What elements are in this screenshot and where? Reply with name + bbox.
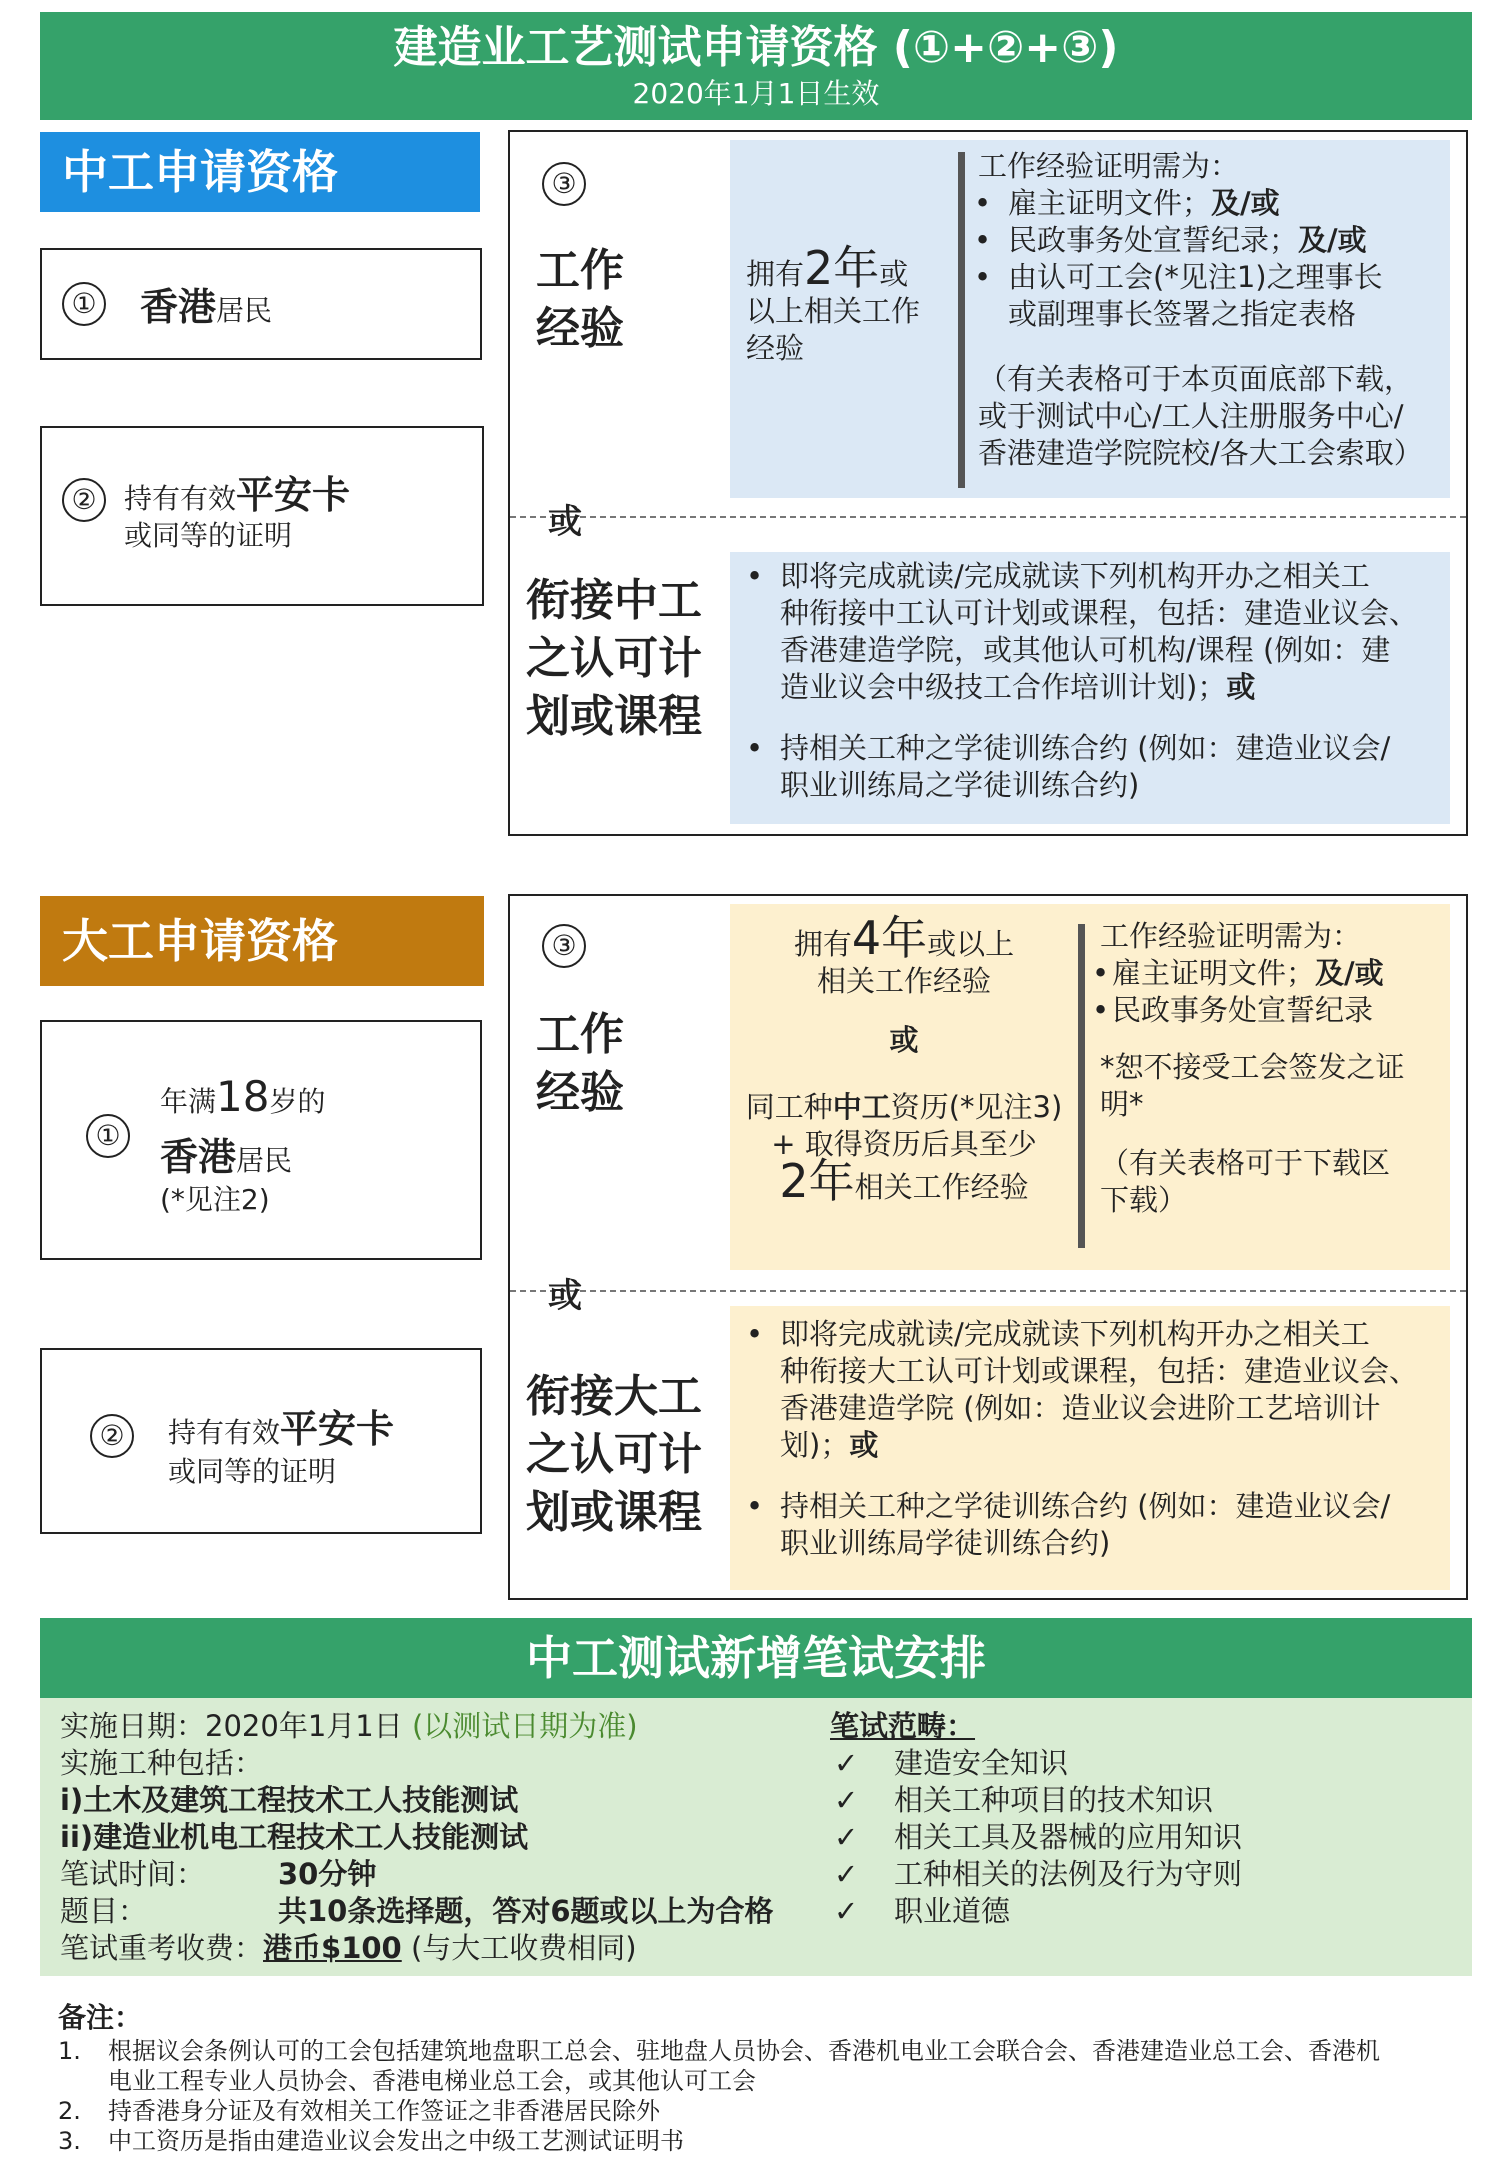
work-line: 相关工作经验: [816, 964, 991, 998]
work-experience-panel: 拥有4年或以上 相关工作经验 或 同工种中工资历(*见注3) + 取得资历后具至少 2年相关工作经验 工作经验证明需为： • 雇主证明文件；及/或 • 民政事务处宣誓纪录 *恕不接受工会签发之证 明* （有关表格可于下载区 下载）: [730, 904, 1450, 1270]
course-label-line: 衔接大工: [526, 1371, 702, 1422]
or-word: 或: [548, 502, 582, 542]
condition-number: ③: [542, 924, 586, 968]
intermediate-condition-1: [40, 248, 482, 360]
years-value: 2年: [804, 241, 880, 295]
work-label-line: 经验: [536, 303, 624, 354]
proof-item: • 民政事务处宣誓纪录: [1076, 992, 1448, 1029]
note-item: 1. 根据议会条例认可的工会包括建筑地盘职工总会、驻地盘人员协会、香港机电业工会联合会、香港建造业总工会、香港机 电业工程专业人员协会、香港电梯业总工会，或其他认可工会: [58, 2037, 1380, 2095]
course-label: [526, 1368, 702, 1542]
or-word: 或: [548, 1276, 582, 1316]
scope-item: ✓ 相关工具及器械的应用知识: [830, 1819, 1450, 1856]
proof-warn-line: 明*: [1100, 1087, 1144, 1121]
proof-title: 工作经验证明需为：: [978, 149, 1240, 183]
condition-number: ①: [86, 1114, 130, 1158]
page-header: [40, 12, 1472, 120]
condition-number: ③: [542, 162, 586, 206]
course-panel: [730, 1306, 1450, 1590]
years-value: 4年: [851, 911, 928, 965]
advanced-condition-2: [40, 1348, 482, 1534]
scope-item: ✓ 职业道德: [830, 1893, 1450, 1930]
hk-label: 香港: [160, 1135, 237, 1179]
resident-label: 居民: [236, 1144, 293, 1177]
proof-item: • 由认可工会(*见注1)之理事长 或副理事长签署之指定表格: [958, 259, 1448, 333]
proof-note-line: 下载）: [1100, 1183, 1188, 1217]
work-experience-panel: [730, 140, 1450, 498]
hold-valid-label: 持有有效: [168, 1416, 281, 1449]
trades-label: 实施工种包括：: [60, 1746, 264, 1780]
age-post: 岁的: [269, 1085, 326, 1118]
written-test-panel: [40, 1698, 1472, 1976]
work-label-line: 工作: [536, 1009, 624, 1060]
course-label-line: 划或课程: [526, 691, 702, 742]
scope-item: ✓ 相关工种项目的技术知识: [830, 1782, 1450, 1819]
proof-note-line: （有关表格可于下载区: [1100, 1146, 1391, 1180]
course-item: • 即将完成就读/完成就读下列机构开办之相关工 种衔接大工认可计划或课程，包括：建造业议会、 香港建造学院 (例如：造业议会进阶工艺培训计 划)；或: [730, 1316, 1450, 1464]
course-label-line: 之认可计: [526, 1429, 702, 1480]
intermediate-section-title: 中工申请资格: [40, 132, 480, 212]
hk-label: 香港: [140, 285, 217, 329]
proof-list: [1076, 955, 1448, 1029]
notes-section: [58, 2000, 1458, 2156]
advanced-section-title: 大工申请资格: [40, 896, 484, 986]
note-item: 2. 持香港身分证及有效相关工作签证之非香港居民除外: [58, 2097, 660, 2125]
scope-title: 笔试范畴：: [830, 1709, 976, 1743]
date-line: 实施日期：2020年1月1日 (以测试日期为准): [60, 1709, 638, 1743]
resident-label: 居民: [216, 294, 273, 327]
note-ref: (*见注2): [160, 1183, 270, 1216]
course-item: • 持相关工种之学徒训练合约 (例如：建造业议会/ 职业训练局学徒训练合约): [730, 1488, 1450, 1562]
proof-item: • 雇主证明文件；及/或: [1076, 955, 1448, 992]
course-label: [526, 572, 702, 746]
proof-list: [958, 185, 1448, 333]
intermediate-condition-3: [508, 130, 1468, 836]
green-card-label: 平安卡: [280, 1407, 395, 1451]
condition-number: ①: [62, 282, 106, 326]
course-panel: [730, 552, 1450, 824]
or-divider: [510, 516, 1466, 518]
course-list: [730, 1316, 1450, 1562]
fee-line: 笔试重考收费：港币$100 (与大工收费相同): [60, 1931, 637, 1965]
work-line: 以上相关工作: [746, 294, 921, 328]
years-value: 2年: [779, 1154, 855, 1208]
work-experience-label: [536, 242, 624, 358]
work-line: 经验: [746, 331, 805, 365]
intermediate-condition-2: [40, 426, 484, 606]
work-label-line: 经验: [536, 1067, 624, 1118]
scope-item: ✓ 建造安全知识: [830, 1745, 1450, 1782]
proof-note-line: （有关表格可于本页面底部下载，: [978, 362, 1414, 396]
condition-number: ②: [90, 1414, 134, 1458]
proof-warn-line: *恕不接受工会签发之证: [1100, 1050, 1405, 1084]
condition-number: ②: [62, 478, 106, 522]
equivalent-proof: 或同等的证明: [168, 1455, 337, 1488]
proof-note-line: 香港建造学院院校/各大工会索取）: [978, 436, 1423, 470]
question-line: 题目： 共10条选择题，答对6题或以上为合格: [60, 1894, 774, 1928]
proof-item: • 民政事务处宣誓纪录；及/或: [958, 222, 1448, 259]
work-experience-label: [536, 1006, 624, 1122]
time-line: 笔试时间： 30分钟: [60, 1857, 377, 1891]
have-label: 拥有: [746, 257, 805, 291]
hold-valid-label: 持有有效: [124, 482, 237, 515]
trade-item: i)土木及建筑工程技术工人技能测试: [60, 1783, 519, 1817]
course-item: • 持相关工种之学徒训练合约 (例如：建造业议会/ 职业训练局之学徒训练合约): [730, 730, 1450, 804]
equivalent-proof: 或同等的证明: [124, 519, 293, 552]
green-card-label: 平安卡: [236, 473, 351, 517]
notes-title: 备注：: [58, 2001, 143, 2034]
or-divider: [510, 1290, 1466, 1292]
proof-item: • 雇主证明文件；及/或: [958, 185, 1448, 222]
page-title: 建造业工艺测试申请资格 (①+②+③): [393, 22, 1119, 73]
advanced-condition-1: [40, 1020, 482, 1260]
course-label-line: 划或课程: [526, 1487, 702, 1538]
course-item: • 即将完成就读/完成就读下列机构开办之相关工 种衔接中工认可计划或课程，包括：建造业议会、 香港建造学院，或其他认可机构/课程 (例如：建 造业议会中级技工合作培训计划)；或: [730, 558, 1450, 706]
age-value: 18: [216, 1072, 270, 1121]
work-line: + 取得资历后具至少: [771, 1127, 1037, 1161]
note-item: 3. 中工资历是指由建造业议会发出之中级工艺测试证明书: [58, 2127, 684, 2155]
proof-note-line: 或于测试中心/工人注册服务中心/: [978, 399, 1404, 433]
or-word: 或: [889, 1023, 919, 1057]
age-pre: 年满: [160, 1085, 217, 1118]
work-label-line: 工作: [536, 245, 624, 296]
course-label-line: 之认可计: [526, 633, 702, 684]
advanced-condition-3: [508, 894, 1468, 1600]
page-subtitle: 2020年1月1日生效: [632, 77, 880, 110]
written-test-title: 中工测试新增笔试安排: [40, 1618, 1472, 1698]
course-list: [730, 558, 1450, 804]
trade-item: ii)建造业机电工程技术工人技能测试: [60, 1820, 529, 1854]
scope-item: ✓ 工种相关的法例及行为守则: [830, 1856, 1450, 1893]
proof-title: 工作经验证明需为：: [1100, 919, 1362, 953]
or-label: 或: [879, 257, 909, 291]
course-label-line: 衔接中工: [526, 575, 702, 626]
scope-list: [830, 1745, 1450, 1930]
